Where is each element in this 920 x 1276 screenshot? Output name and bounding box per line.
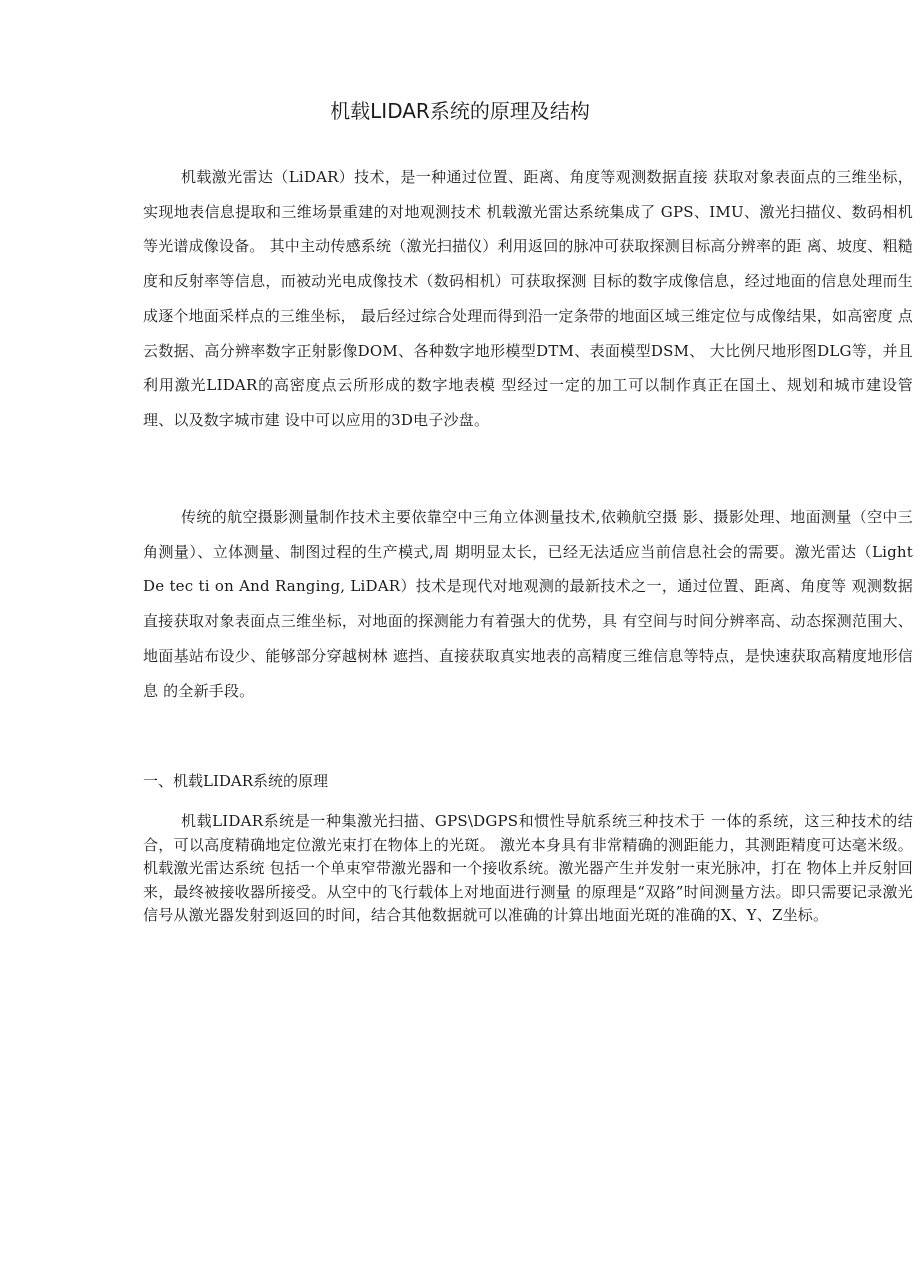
paragraph-traditional-photogrammetry bbox=[143, 500, 913, 708]
paragraph-text: 机载LIDAR系统是一种集激光扫描、GPS\DGPS和惯性导航系统三种技术于 一体的系统，这三种技术的结合，可以高度精确地定位激光束打在物体上的光斑。 激光本身具有非常精确的测距能力，其测距精度可达毫米级。机载激光雷达系统 包括一个单束窄带激光器和一个接收系统。激光器产生并发射一束光脉冲，打在 物体上并反射回来，最终被接收器所接受。从空中的飞行载体上对地面进行测量 的原理是“双路”时间测量方法。即只需要记录激光信号从激光器发射到返回的时间，结合其他数据就可以准确的计算出地面光斑的准确的X、Y、Z坐标。 bbox=[143, 812, 913, 924]
paragraph-text: 传统的航空摄影测量制作技术主要依靠空中三角立体测量技术,依赖航空摄 影、摄影处理、地面测量（空中三角测量）、立体测量、制图过程的生产模式,周 期明显太长，已经无法适应当前信息社会的需要。激光雷达（Light De tec ti on And Ranging, LiDAR）技术是现代对地观测的最新技术之一，通过位置、距离、角度等 观测数据直接获取对象表面点三维坐标，对地面的探测能力有着强大的优势，具 有空间与时间分辨率高、动态探测范围大、地面基站布设少、能够部分穿越树林 遮挡、直接获取真实地表的高精度三维信息等特点，是快速获取高精度地形信息 的全新手段。 bbox=[143, 508, 913, 700]
section-heading-principle: 一、机载LIDAR系统的原理 bbox=[143, 772, 329, 790]
page-title: 机载LIDAR系统的原理及结构 bbox=[330, 99, 590, 123]
paragraph-intro bbox=[143, 160, 913, 438]
paragraph-text: 机载激光雷达（LiDAR）技术，是一种通过位置、距离、角度等观测数据直接 获取对象表面点的三维坐标，实现地表信息提取和三维场景重建的对地观测技术 机载激光雷达系统集成了 GPS、IMU、激光扫描仪、数码相机等光谱成像设备。 其中主动传感系统（激光扫描仪）利用返回的脉冲可获取探测目标高分辨率的距 离、坡度、粗糙度和反射率等信息，而被动光电成像技术（数码相机）可获取探测 目标的数字成像信息，经过地面的信息处理而生成逐个地面采样点的三维坐标， 最后经过综合处理而得到沿一定条带的地面区域三维定位与成像结果，如高密度 点云数据、高分辨率数字正射影像DOM、各种数字地形模型DTM、表面模型DSM、 大比例尺地形图DLG等，并且利用激光LIDAR的高密度点云所形成的数字地表模 型经过一定的加工可以制作真正在国土、规划和城市建设管理、以及数字城市建 设中可以应用的3D电子沙盘。 bbox=[143, 168, 913, 429]
paragraph-principle bbox=[143, 810, 913, 928]
